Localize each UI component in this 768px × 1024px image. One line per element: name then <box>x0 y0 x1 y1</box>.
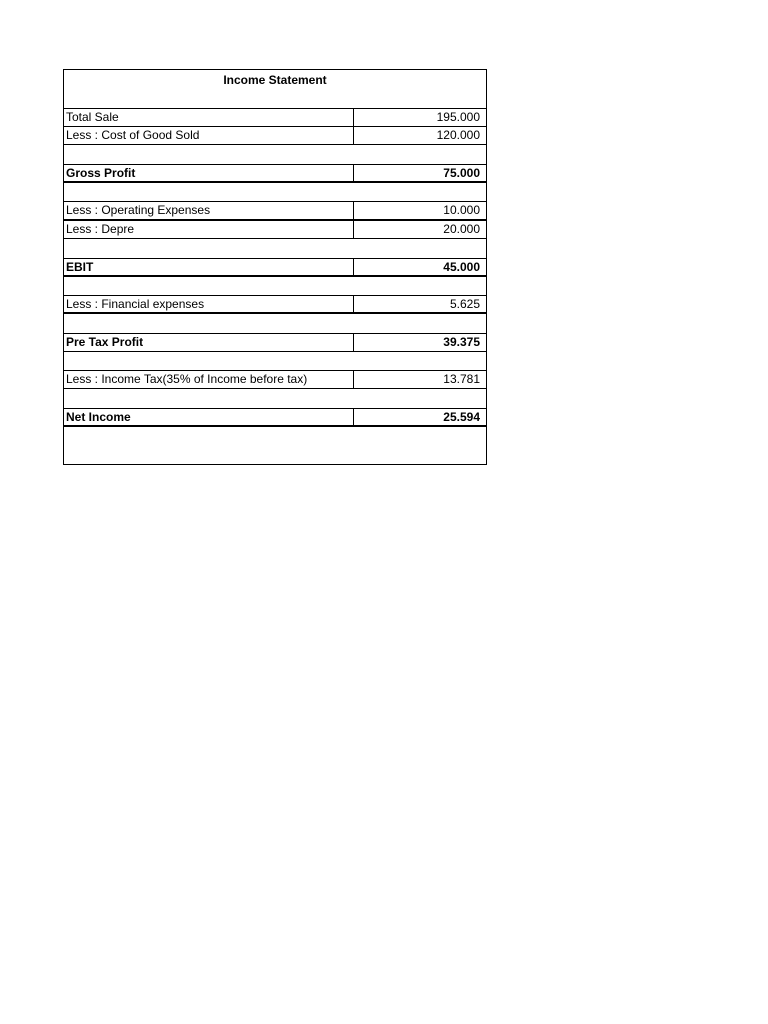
row-depreciation <box>64 220 486 239</box>
row-label: Net Income <box>66 410 131 424</box>
row-income-tax <box>64 370 486 389</box>
row-value: 195.000 <box>353 109 486 126</box>
statement-title: Income Statement <box>223 73 327 87</box>
income-statement-table <box>63 69 487 465</box>
row-label: Less : Income Tax(35% of Income before tax) <box>66 372 308 386</box>
row-value: 13.781 <box>353 371 486 388</box>
row-value: 120.000 <box>353 127 486 144</box>
row-ebit <box>64 258 486 277</box>
row-financial-expenses <box>64 295 486 314</box>
row-label: Pre Tax Profit <box>66 335 144 349</box>
row-value: 20.000 <box>353 221 486 238</box>
row-pre-tax-profit <box>64 333 486 352</box>
row-total-sale <box>64 108 486 127</box>
row-value: 39.375 <box>353 334 486 351</box>
row-cost-of-goods-sold <box>64 126 486 145</box>
row-value: 10.000 <box>353 202 486 219</box>
row-operating-expenses <box>64 201 486 220</box>
row-value: 75.000 <box>353 165 486 181</box>
row-label: Less : Depre <box>66 222 135 236</box>
row-net-income <box>64 408 486 427</box>
row-value: 25.594 <box>353 409 486 425</box>
row-label: Less : Financial expenses <box>66 297 205 311</box>
row-gross-profit <box>64 164 486 183</box>
row-label: Gross Profit <box>66 166 136 180</box>
row-label: Total Sale <box>66 110 119 124</box>
row-label: Less : Operating Expenses <box>66 203 211 217</box>
row-label: EBIT <box>66 260 94 274</box>
row-value: 45.000 <box>353 259 486 275</box>
row-label: Less : Cost of Good Sold <box>66 128 200 142</box>
row-value: 5.625 <box>353 296 486 312</box>
